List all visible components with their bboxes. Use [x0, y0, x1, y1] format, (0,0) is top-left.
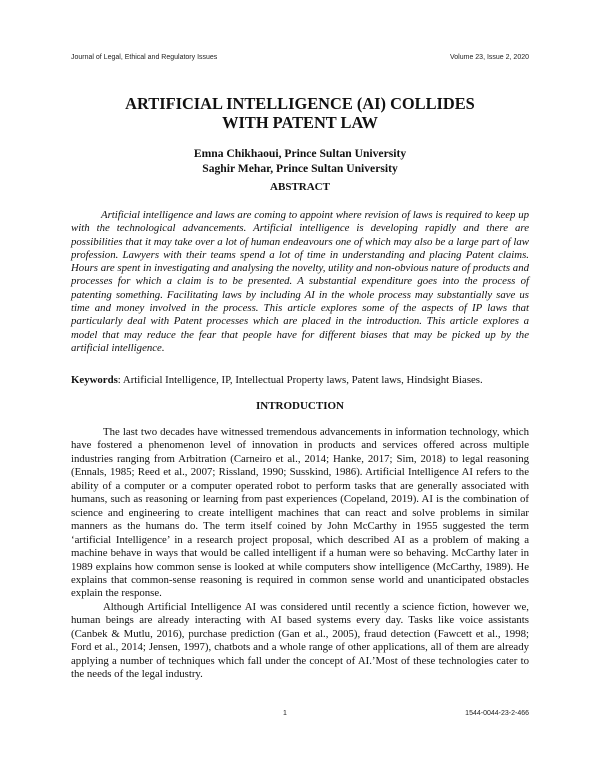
abstract-text: Artificial intelligence and laws are coming to appoint where revision of laws is required to keep up with the technological advancements. Artificial intelligence is developing rapidly and there are possibilities that it may take over a lot of human endeavours one of which may also be a large part of law profession. Lawyers with their teams spend a lot of time in understanding and placing Patent claims. Hours are spent in investigating and analysing the novelty, utility and non-obvious nature of products and processes for which a claim is to be presented. A substantial expenditure goes into the process of patenting something. Facilitating laws by including AI in the whole process may substantially save us time and money involved in the process. This article explores some of the aspects of IP laws that particularly deal with Patent processes which are placed in the introduction. This article explores a model that may reduce the fear that people have for different biases that may be picked up by the artificial intelligence. [71, 209, 529, 354]
paper-title [60, 94, 540, 132]
document-id: 1544-0044-23-2-466 [465, 710, 529, 717]
title-line-1: ARTIFICIAL INTELLIGENCE (AI) COLLIDES [125, 94, 475, 113]
keywords [71, 374, 529, 387]
author-2: Saghir Mehar, Prince Sultan University [202, 162, 398, 175]
running-header [71, 54, 529, 61]
volume-issue: Volume 23, Issue 2, 2020 [450, 54, 529, 61]
author-1: Emna Chikhaoui, Prince Sultan University [193, 147, 407, 160]
paragraph: The last two decades have witnessed tremendous advancements in information technology, which have fostered a phenomenon level of innovation in products and services offered across multiple industries ranging from Arbitration (Carneiro et al., 2014; Hanke, 2017; Sim, 2018) to legal reasoning (Ennals, 1985; Reed et al., 2007; Rissland, 1990; Susskind, 1986). Artificial Intelligence AI refers to the ability of a computer or a computer operated robot to perform tasks that are generally associated with humans, such as reasoning or learning from past experiences (Copeland, 2019). AI is the combination of science and engineering to create intelligent machines that can react and solve problems in similar manners as the humans do. The term itself coined by John McCarthy in 1955 suggested the term ‘artificial Intelligence’ in a research project proposal, which described AI as a problem of making a machine behave in ways that would be called intelligent if a human were so behaving. McCarthy later in 1989 explains how common sense is looked at while computers show intelligence (McCarthy, 1989). He explains that common-sense reasoning is required in common sense world and unanticipated obstacles explain the response. [71, 426, 529, 600]
keywords-list: : Artificial Intelligence, IP, Intellectual Property laws, Patent laws, Hindsight Biases. [117, 374, 483, 386]
keywords-label: Keywords [71, 374, 118, 386]
title-line-2: WITH PATENT LAW [222, 113, 378, 132]
paragraph: Although Artificial Intelligence AI was considered until recently a science fiction, however we, human beings are already interacting with AI based systems every day. Tasks like voice assistants (Canbek & Mutlu, 2016), purchase prediction (Gan et al., 2005), fraud detection (Fawcett et al., 1998; Ford et al., 2014; Jensen, 1997), chatbots and a whole range of other applications, all of them are already applying a number of techniques which fall under the concept of AI.’Most of these technologies cater to the needs of the legal industry. [71, 600, 529, 681]
introduction-body [71, 426, 529, 682]
page-number: 1 [283, 710, 287, 717]
author-list [60, 146, 540, 176]
journal-name: Journal of Legal, Ethical and Regulatory Issues [71, 54, 218, 61]
introduction-heading: INTRODUCTION [255, 400, 344, 412]
abstract-heading: ABSTRACT [270, 181, 330, 193]
